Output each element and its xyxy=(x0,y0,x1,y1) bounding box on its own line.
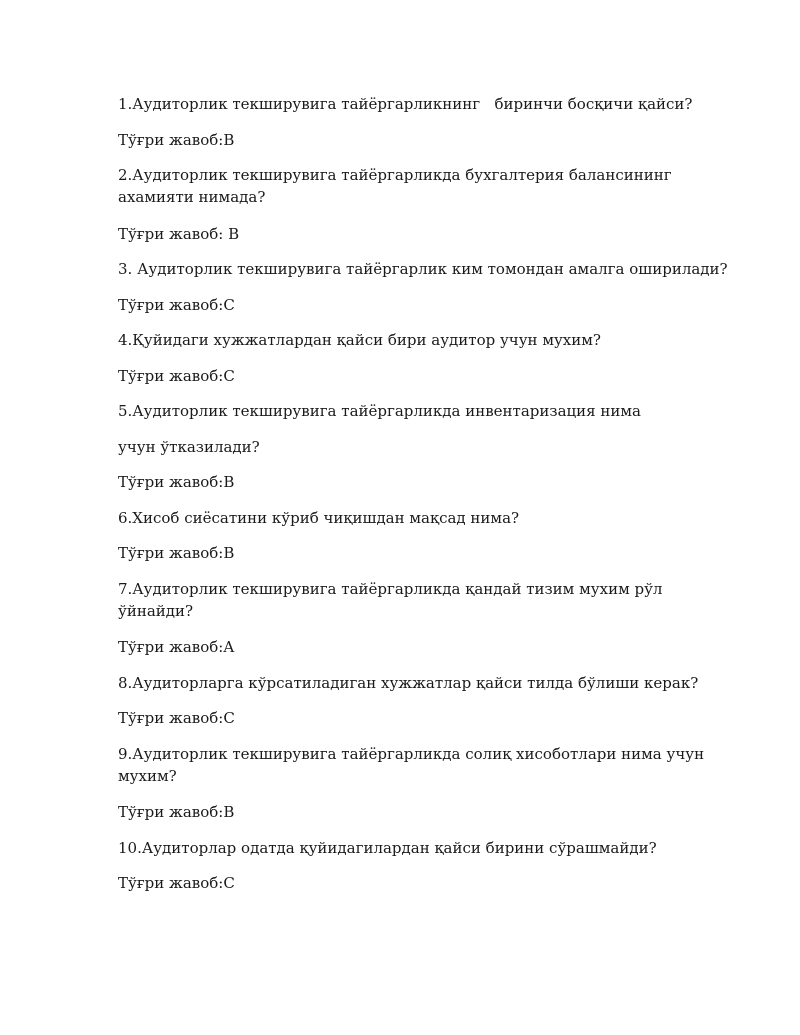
answer-6: Тўғри жавоб:B xyxy=(118,544,235,562)
answer-1: Тўғри жавоб:B xyxy=(118,131,235,149)
question-5-line-1: 5.Аудиторлик текширувига тайёргарликда инвентаризация нима xyxy=(118,402,641,420)
question-8: 8.Аудиторларга кўрсатиладиган хужжатлар қайси тилда бўлиши керак? xyxy=(118,674,699,692)
answer-8: Тўғри жавоб:C xyxy=(118,709,235,727)
answer-3: Тўғри жавоб:C xyxy=(118,296,235,314)
answer-7: Тўғри жавоб:A xyxy=(118,638,235,656)
question-3: 3. Аудиторлик текширувига тайёргарлик ким томондан амалга оширилади? xyxy=(118,260,728,278)
answer-2: Тўғри жавоб: B xyxy=(118,225,240,243)
answer-10: Тўғри жавоб:C xyxy=(118,874,235,892)
question-2-line-1: 2.Аудиторлик текширувига тайёргарликда бухгалтерия балансининг xyxy=(118,166,672,184)
question-7-line-2: ўйнайди? xyxy=(118,602,194,620)
question-6: 6.Хисоб сиёсатини кўриб чиқишдан мақсад нима? xyxy=(118,509,520,527)
question-10: 10.Аудиторлар одатда қуйидагилардан қайси бирини сўрашмайди? xyxy=(118,839,657,857)
answer-4: Тўғри жавоб:C xyxy=(118,367,235,385)
question-1: 1.Аудиторлик текширувига тайёргарликнинг биринчи босқичи қайси? xyxy=(118,95,693,113)
question-9-line-1: 9.Аудиторлик текширувига тайёргарликда солиқ хисоботлари нима учун xyxy=(118,745,705,763)
question-5-line-2: учун ўтказилади? xyxy=(118,438,260,456)
question-9-line-2: мухим? xyxy=(118,767,177,785)
answer-5: Тўғри жавоб:B xyxy=(118,473,235,491)
question-7-line-1: 7.Аудиторлик текширувига тайёргарликда қандай тизим мухим рўл xyxy=(118,580,663,598)
answer-9: Тўғри жавоб:B xyxy=(118,803,235,821)
question-2-line-2: ахамияти нимада? xyxy=(118,188,266,206)
question-4: 4.Қуйидаги хужжатлардан қайси бири аудитор учун мухим? xyxy=(118,331,601,349)
